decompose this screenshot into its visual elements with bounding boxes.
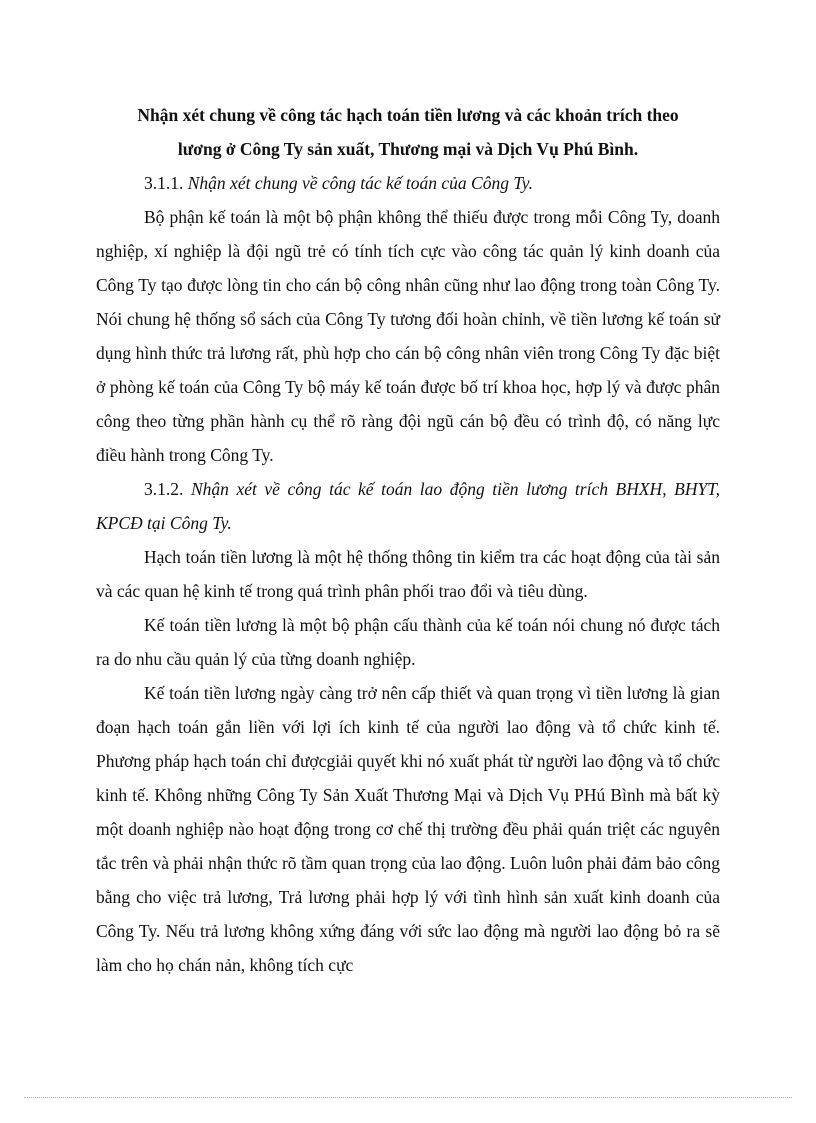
section-number: 3.1.2.	[144, 479, 184, 499]
paragraph-3: Kế toán tiền lương là một bộ phận cấu thành của kế toán nói chung nó được tách ra do nhu cầu quản lý của từng doanh nghiệp.	[96, 615, 720, 669]
paragraph-2: Hạch toán tiền lương là một hệ thống thông tin kiểm tra các hoạt động của tài sản và các quan hệ kinh tế trong quá trình phân phối trao đổi và tiêu dùng.	[96, 547, 720, 601]
section-heading-text: Nhận xét chung về công tác kế toán của Công Ty.	[187, 173, 533, 193]
page-bottom-divider	[24, 1097, 792, 1098]
paragraph-1: Bộ phận kế toán là một bộ phận không thể thiếu được trong mỗi Công Ty, doanh nghiệp, xí nghiệp là đội ngũ trẻ có tính tích cực vào công tác quản lý kinh doanh của Công Ty tạo được lòng tin cho cán bộ công nhân cũng như lao động trong toàn Công Ty. Nói chung hệ thống sổ sách của Công Ty tương đối hoàn chỉnh, về tiền lương kế toán sử dụng hình thức trả lương rất, phù hợp cho cán bộ công nhân viên trong Công Ty đặc biệt ở phòng kế toán của Công Ty bộ máy kế toán được bố trí khoa học, hợp lý và được phân công theo từng phần hành cụ thể rõ ràng đội ngũ cán bộ đều có trình độ, có năng lực điều hành trong Công Ty.	[96, 207, 720, 465]
document-page	[96, 98, 720, 982]
section-heading-3-1-1	[96, 166, 720, 200]
paragraph-4: Kế toán tiền lương ngày càng trở nên cấp thiết và quan trọng vì tiền lương là gian đoạn hạch toán gắn liền với lợi ích kinh tế của người lao động và tổ chức kinh tế. Phương pháp hạch toán chỉ đượcgiải quyết khi nó xuất phát từ người lao động và tổ chức kinh tế. Không những Công Ty Sản Xuất Thương Mại và Dịch Vụ PHú Bình mà bất kỳ một doanh nghiệp nào hoạt động trong cơ chế thị trường đều phải quán triệt các nguyên tắc trên và phải nhận thức rõ tầm quan trọng của lao động. Luôn luôn phải đảm bảo công bằng cho việc trả lương, Trả lương phải hợp lý với tình hình sản xuất kinh doanh của Công Ty. Nếu trả lương không xứng đáng với sức lao động mà người lao động bỏ ra sẽ làm cho họ chán nản, không tích cực	[96, 683, 720, 975]
section-heading-text: Nhận xét về công tác kế toán lao động tiền lương trích BHXH, BHYT, KPCĐ tại Công Ty.	[96, 479, 721, 533]
document-title	[96, 98, 720, 166]
title-line-1: Nhận xét chung về công tác hạch toán tiền lương và các khoản trích theo	[137, 105, 679, 125]
section-heading-3-1-2	[96, 472, 720, 540]
title-line-2: lương ở Công Ty sản xuất, Thương mại và Dịch Vụ Phú Bình.	[177, 139, 639, 159]
section-number: 3.1.1.	[144, 173, 184, 193]
